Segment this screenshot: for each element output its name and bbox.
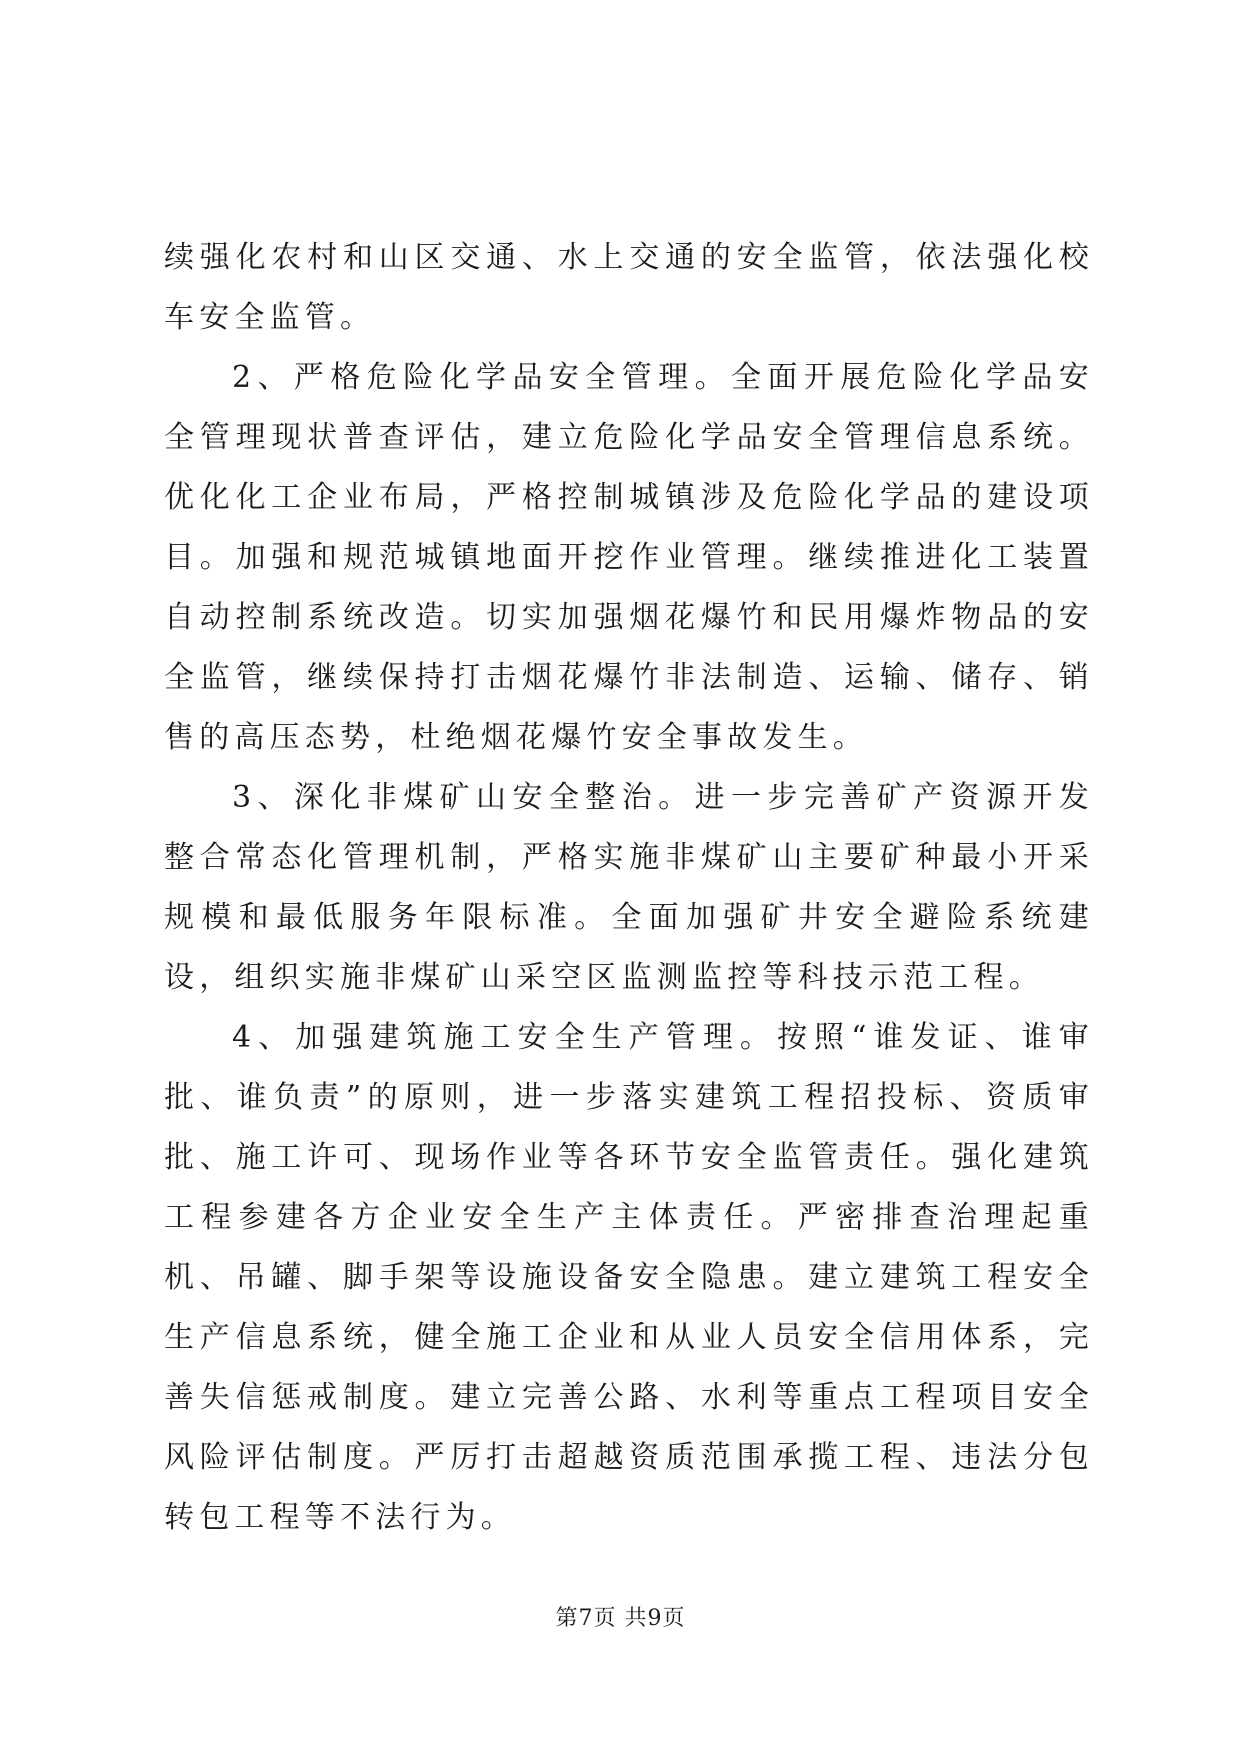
document-body (164, 228, 1094, 1548)
paragraph-non-coal-mines: 3、深化非煤矿山安全整治。进一步完善矿产资源开发整合常态化管理机制，严格实施非煤矿山主要矿种最小开采规模和最低服务年限标准。全面加强矿井安全避险系统建设，组织实施非煤矿山采空区监测监控等科技示范工程。 (164, 780, 1094, 995)
paragraph-construction-safety: 4、加强建筑施工安全生产管理。按照“谁发证、谁审批、谁负责”的原则，进一步落实建筑工程招投标、资质审批、施工许可、现场作业等各环节安全监管责任。强化建筑工程参建各方企业安全生产主体责任。严密排查治理起重机、吊罐、脚手架等设施设备安全隐患。建立建筑工程安全生产信息系统，健全施工企业和从业人员安全信用体系，完善失信惩戒制度。建立完善公路、水利等重点工程项目安全风险评估制度。严厉打击超越资质范围承揽工程、违法分包转包工程等不法行为。 (164, 1020, 1094, 1535)
paragraph-hazardous-chemicals: 2、严格危险化学品安全管理。全面开展危险化学品安全管理现状普查评估，建立危险化学品安全管理信息系统。优化化工企业布局，严格控制城镇涉及危险化学品的建设项目。加强和规范城镇地面开挖作业管理。继续推进化工装置自动控制系统改造。切实加强烟花爆竹和民用爆炸物品的安全监管，继续保持打击烟花爆竹非法制造、运输、储存、销售的高压态势，杜绝烟花爆竹安全事故发生。 (164, 360, 1094, 755)
paragraph-continuation: 续强化农村和山区交通、水上交通的安全监管，依法强化校车安全监管。 (164, 240, 1094, 335)
page-number-footer: 第7页 共9页 (555, 1606, 686, 1631)
